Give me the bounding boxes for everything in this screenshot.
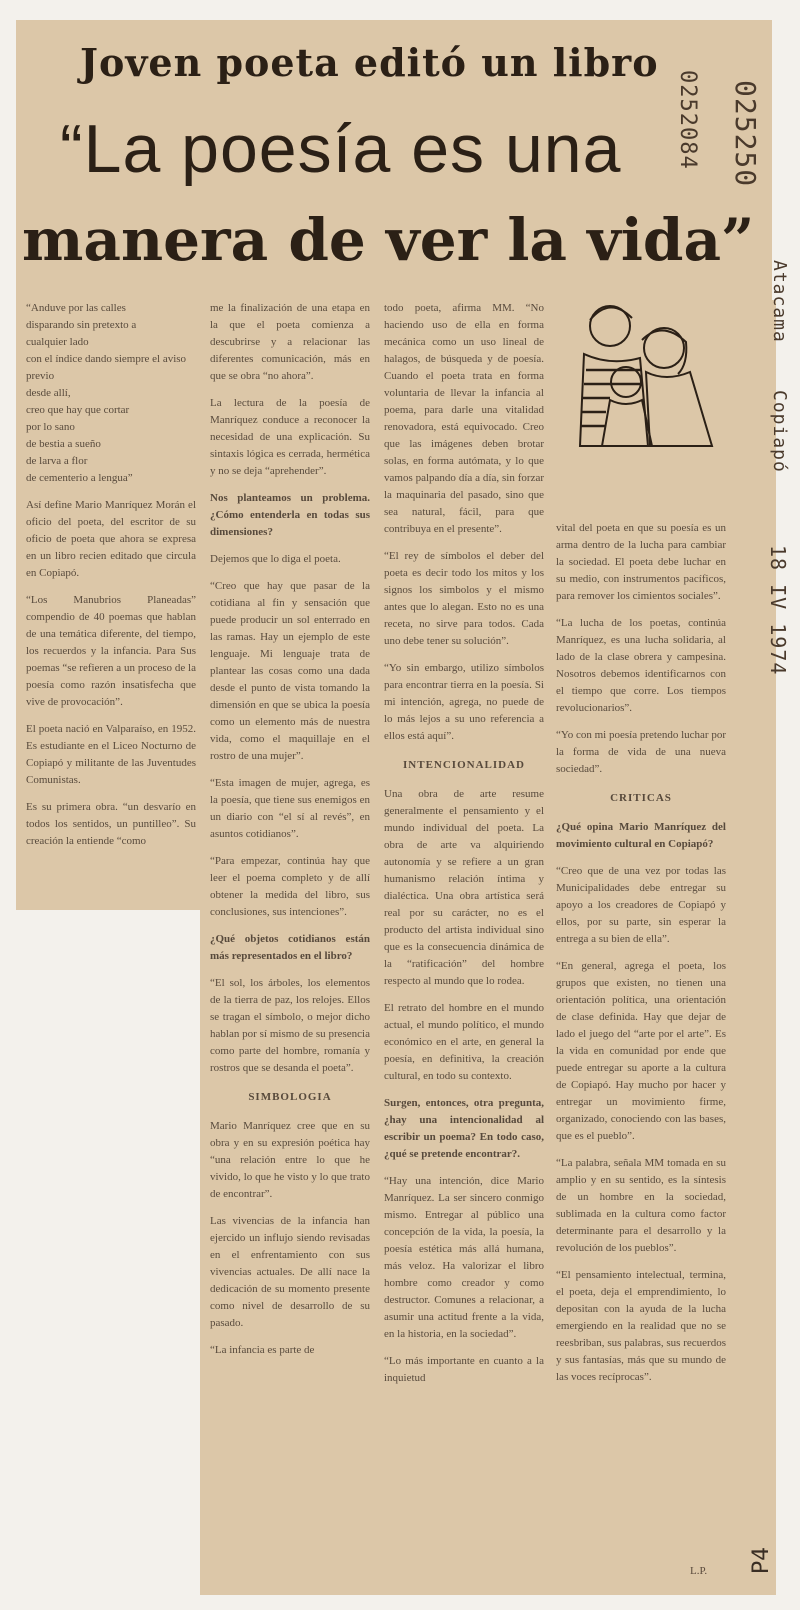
column-4	[556, 520, 726, 1396]
interview-question: ¿Qué objetos cotidianos están más representados en el libro?	[210, 933, 370, 962]
author-initials: L.P.	[690, 1565, 708, 1577]
source-note: Atacama	[769, 260, 790, 343]
city-note: Copiapó	[769, 390, 790, 473]
paragraph: “La palabra, señala MM tomada en su amplio y en su sentido, es la síntesis de un hombre en la sociedad, sublimada en la cultura como factor determinante para el desarrollo y la revolución de los pueblos”.	[556, 1157, 726, 1254]
page-mark: P4	[749, 1546, 775, 1575]
section-heading: CRITICAS	[610, 792, 672, 804]
kicker-headline: Joven poeta editó un libro	[80, 40, 659, 85]
paragraph: El poeta nació en Valparaíso, en 1952. Es estudiante en el Liceo Nocturno de Copiapó y militante de las Juventudes Comunistas.	[26, 723, 196, 786]
paragraph: Es su primera obra. “un desvarío en todos los sentidos, un puntilleo”. Su creación la entiende “como	[26, 801, 196, 847]
section-heading: SIMBOLOGIA	[248, 1091, 332, 1103]
column-3	[384, 300, 544, 1397]
title-line-1: “La poesía es una	[60, 111, 622, 187]
paragraph: “Creo que hay que pasar de la cotidiana al fin y sensación que puede producir un sol enterrado en las ramas. Hay un ejemplo de este lenguaje. Mi lenguaje trata de plantear las cosas como una dada desde el punto de vista tomando la dimensión en que se ubica la poesía como un elemento más de nuestra vida, como el maquillaje en el rostro de una mujer”.	[210, 580, 370, 762]
interview-question: Nos planteamos un problema. ¿Cómo entenderla en todas sus dimensiones?	[210, 492, 370, 538]
paragraph: “Para empezar, continúa hay que leer el poema completo y de allí obtener la medida del libro, sus conclusiones, sus intenciones”.	[210, 855, 370, 918]
paragraph: vital del poeta en que su poesía es un arma dentro de la lucha para cambiar la sociedad. El poeta debe luchar en su medio, con instrumentos pacíficos, para remover los cimientos sociales”.	[556, 522, 726, 602]
family-portrait-illustration	[562, 296, 722, 458]
paragraph: “Hay una intención, dice Mario Manríquez. La ser sincero conmigo mismo. Entregar al público una concepción de la vida, la poesía, la poesía estética más allá humana, más veloz. Ha valorizar el libro hombre como creador y como destructor. Comunes a relacionar, a asumir una actitud frente a la vida, en la historia, en la sociedad”.	[384, 1175, 544, 1340]
paragraph: me la finalización de una etapa en la que el poeta comienza a descubrirse y a relacionar las diferentes comunicación, más en que se obra “no ahora”.	[210, 302, 370, 382]
paragraph: Dejemos que lo diga el poeta.	[210, 553, 341, 565]
interview-question: ¿Qué opina Mario Manríquez del movimiento cultural en Copiapó?	[556, 821, 726, 850]
paragraph: todo poeta, afirma MM. “No haciendo uso de ella en forma mecánica como un uso lineal de halagos, de búsqueda y de poesía. Cuando el poeta trata en forma voluntaria de llevar la infancia al poema, para darle una vitalidad renovadora, está equivocado. Creo que las imágenes deben brotar solas, en forma autómata, y lo que vamos palpando día a día, sin forzar la maquinaria del pasado, sino que sea natural, fácil, para que contribuya en el presente”.	[384, 302, 544, 535]
interview-question: Surgen, entonces, otra pregunta, ¿hay una intencionalidad al escribir un poema? En todo caso, ¿qué se pretende encontrar?.	[384, 1097, 544, 1160]
paragraph: Las vivencias de la infancia han ejercido un influjo siendo revisadas en el enfrentamiento con sus vivencias actuales. De allí nace la dedicación de su momento presente como nivel de desarrollo de su pasado.	[210, 1215, 370, 1329]
paragraph: “Yo con mi poesía pretendo luchar por la forma de vida de una nueva sociedad”.	[556, 729, 726, 775]
column-1	[26, 300, 196, 860]
paragraph: “Los Manubrios Planeadas” compendio de 40 poemas que hablan de una temática diferente, del tiempo, los recuerdos y la infancia. Para Sus poemas “se refieren a un proceso de la poesía como razón insatisfecha que vive de provocación”.	[26, 594, 196, 708]
archive-stamp: 0252084	[675, 70, 700, 170]
paragraph: “Lo más importante en cuanto a la inquietud	[384, 1355, 544, 1384]
paragraph: La lectura de la poesía de Manríquez conduce a reconocer la necesidad de una explicación. Su sintaxis lógica es cerrada, hermética y no se deja “aprehender”.	[210, 397, 370, 477]
paragraph: Mario Manríquez cree que en su obra y en su expresión poética hay “una relación entre lo que he vivido, lo que he visto y lo que trato de encontrar”.	[210, 1120, 370, 1200]
opening-poem: “Anduve por las calles disparando sin pretexto a cualquier lado con el índice dando siempre el aviso previo desde allí, creo que hay que cortar por lo sano de bestia a sueño de larva a flor de cementerio a lengua”	[26, 302, 187, 484]
paragraph: “El pensamiento intelectual, termina, el poeta, deja el emprendimiento, lo depositan con la ayuda de la lucha emergiendo en la realidad que no se reesbriban, sus palabras, sus recuerdos y sus fantasías, más que su mundo de las voces recíprocas”.	[556, 1269, 726, 1383]
paragraph: “Esta imagen de mujer, agrega, es la poesía, que tiene sus enemigos en un diario con “el sí al revés”, en asuntos cotidianos”.	[210, 777, 370, 840]
paragraph: Así define Mario Manríquez Morán el oficio del poeta, del escritor de su oficio de poeta que ahora se expresa en un libro recien editado que circula en Copiapó.	[26, 499, 196, 579]
paragraph: “El rey de símbolos el deber del poeta es decir todo los mitos y los signos los simbolos y el mismo antes que lo alegan. Esto no es una receta, no sirve para todos. Cada uno debe tener su solución”.	[384, 550, 544, 647]
paragraph: “Creo que de una vez por todas las Municipalidades debe entregar su apoyo a los creadores de Copiapó y ellos, por su parte, sin esperar la entrega a su bien de ella”.	[556, 865, 726, 945]
paragraph: “En general, agrega el poeta, los grupos que existen, no tienen una orientación política, una orientación de clase definida. Hay que dejar de lado el juego del “arte por el arte”. Es la vida en comunidad por ende que puede entregar su aporte a la cultura de Copiapó. Hay mucho por hacer y entregar un movimiento firme, organizado, conociendo con las bases, que es el pueblo”.	[556, 960, 726, 1142]
paragraph: El retrato del hombre en el mundo actual, el mundo político, el mundo económico en el arte, en general la poesía, en definitiva, la creación cultural, en todo su contexto.	[384, 1002, 544, 1082]
paragraph: Una obra de arte resume generalmente el pensamiento y el mundo individual del poeta. La obra de arte va alquiriendo autonomía y se refiere a un gran humanismo relación íntima y dialéctica. Una obra artística será real por su carácter, no es el producto del artista individual sino que es la consecuencia dinámica de la “ratificación” del hombre respecto al mundo que lo rodea.	[384, 788, 544, 987]
paragraph: “Yo sin embargo, utilizo símbolos para encontrar tierra en la poesía. Si mi intención, agrega, no puede de lo más lejos a su uno referencia a ellos está aquí”.	[384, 662, 544, 742]
paragraph: “El sol, los árboles, los elementos de la tierra de paz, los relojes. Ellos se tragan el símbolo, o mejor dicho hablan por sí mismo de su presencia como parte del hombre, romanía y rostros que se desanda el poeta”.	[210, 977, 370, 1074]
section-heading: INTENCIONALIDAD	[403, 759, 525, 771]
date-note: 18 IV 1974	[766, 545, 790, 676]
title-line-2: manera de ver la vida”	[22, 206, 755, 274]
archive-handwritten-id: 025250	[729, 80, 762, 188]
paragraph: “La infancia es parte de	[210, 1344, 315, 1356]
paragraph: “La lucha de los poetas, continúa Manríquez, es una lucha solidaria, al lado de la clase obrera y campesina. Nosotros debemos identificarnos con el tiempo que corre. Los tiempos revolucionarios”.	[556, 617, 726, 714]
column-2	[210, 300, 370, 1369]
